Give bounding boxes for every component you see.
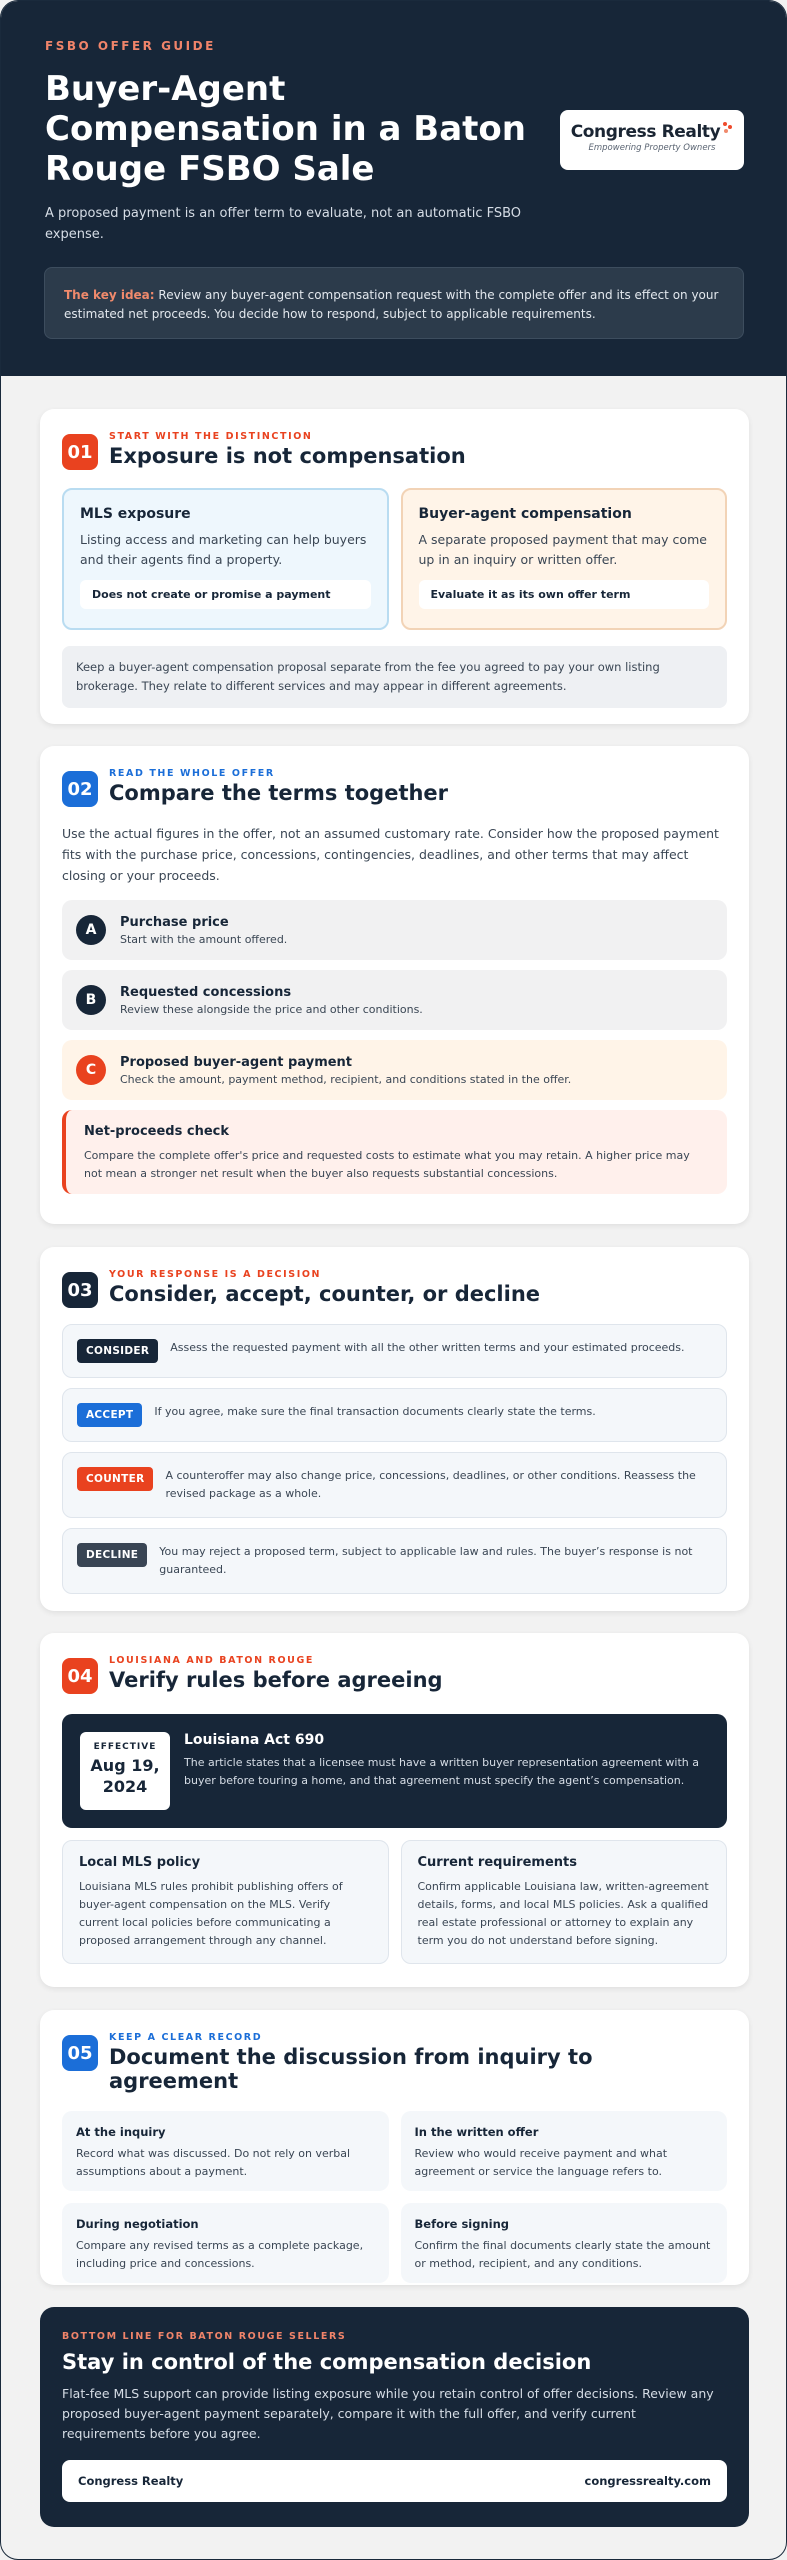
option-tag: CONSIDER	[77, 1339, 158, 1363]
louisiana-act-panel	[62, 1714, 727, 1828]
hero-subtitle: A proposed payment is an offer term to evaluate, not an automatic FSBO expense.	[45, 206, 522, 242]
logo-name	[560, 122, 744, 142]
step-text: Confirm the final documents clearly state the amount or method, recipient, and any conditions.	[414, 2239, 711, 2270]
section-number: 04	[62, 1658, 98, 1694]
local-mls-policy-text: Louisiana MLS rules prohibit publishing offers of buyer-agent compensation on the MLS. Verify current local policies before communicating a proposed arrangement through any channel.	[79, 1880, 343, 1947]
rules-boxes	[62, 1840, 727, 1964]
term-title: Purchase price	[120, 914, 229, 930]
section-kicker: LOUISIANA AND BATON ROUGE	[109, 1655, 314, 1666]
current-requirements-text: Confirm applicable Louisiana law, written-agreement details, forms, and local MLS policies. Ask a qualified real estate professional or attorney to explain any term you do not understand before signing.	[417, 1880, 709, 1947]
section-kicker: YOUR RESPONSE IS A DECISION	[109, 1269, 322, 1280]
buyer-agent-comp-box	[401, 488, 728, 630]
key-idea-box	[44, 267, 744, 339]
term-title: Proposed buyer-agent payment	[120, 1054, 353, 1070]
section-title: Document the discussion from inquiry to agreement	[109, 2045, 593, 2093]
logo-wordmark: Congress Realty	[570, 122, 721, 142]
section-compare-terms	[40, 746, 749, 1224]
buyer-agent-comp-text: A separate proposed payment that may come up in an inquiry or written offer.	[418, 532, 707, 567]
section-number: 03	[62, 1272, 98, 1308]
term-text: Review these alongside the price and other conditions.	[120, 1002, 423, 1016]
term-letter-badge: B	[76, 985, 106, 1015]
footer-website-link[interactable]: congressrealty.com	[584, 2474, 711, 2488]
buyer-agent-comp-pill: Evaluate it as its own offer term	[419, 580, 710, 609]
step-title: At the inquiry	[76, 2125, 166, 2139]
term-text: Check the amount, payment method, recipient, and conditions stated in the offer.	[120, 1072, 572, 1086]
option-counter	[62, 1452, 727, 1518]
act-title: Louisiana Act 690	[184, 1732, 325, 1748]
buyer-agent-comp-title: Buyer-agent compensation	[418, 506, 632, 522]
page-title: Buyer-Agent Compensation in a Baton Rouge FSBO Sale	[45, 69, 526, 189]
mls-exposure-pill: Does not create or promise a payment	[80, 580, 371, 609]
local-mls-policy-box	[62, 1840, 389, 1964]
option-text: Assess the requested payment with all the other written terms and your estimated proceeds.	[170, 1341, 685, 1354]
effective-label: EFFECTIVE	[93, 1742, 157, 1752]
term-title: Requested concessions	[120, 984, 292, 1000]
section-number: 01	[62, 434, 98, 470]
net-proceeds-title: Net-proceeds check	[84, 1124, 229, 1139]
section-kicker: KEEP A CLEAR RECORD	[109, 2032, 263, 2043]
bottom-title: Stay in control of the compensation decision	[62, 2350, 592, 2374]
term-letter-badge: A	[76, 915, 106, 945]
local-mls-policy-title: Local MLS policy	[79, 1855, 201, 1870]
term-row-buyer-agent-payment	[62, 1040, 727, 1100]
current-requirements-box	[401, 1840, 728, 1964]
section-title: Verify rules before agreeing	[109, 1668, 443, 1692]
step-text: Compare any revised terms as a complete package, including price and concessions.	[76, 2239, 364, 2270]
current-requirements-title: Current requirements	[417, 1855, 577, 1870]
net-proceeds-text: Compare the complete offer's price and requested costs to estimate what you may retain. A higher price may not mean a stronger net result when the buyer also requests substantial concessions.	[84, 1149, 690, 1180]
footer-bar	[62, 2460, 727, 2502]
section-kicker: START WITH THE DISTINCTION	[109, 431, 313, 442]
section-header	[62, 768, 727, 807]
section-header	[62, 1269, 727, 1308]
logo-tagline: Empowering Property Owners	[588, 143, 716, 153]
key-idea-label: The key idea:	[64, 288, 155, 302]
step-title: Before signing	[414, 2217, 510, 2231]
act-text: The article states that a licensee must have a written buyer representation agreement with a buyer before touring a home, and that agreement must specify the agent’s compensation.	[184, 1756, 699, 1787]
mls-exposure-box	[62, 488, 389, 630]
section-document-discussion	[40, 2010, 749, 2285]
section-number: 05	[62, 2035, 98, 2071]
section-number: 02	[62, 771, 98, 807]
footer-brand: Congress Realty	[78, 2474, 184, 2488]
section-header	[62, 1655, 727, 1694]
effective-date: Aug 19, 2024	[90, 1756, 160, 1796]
section-verify-rules	[40, 1633, 749, 1987]
section-title: Consider, accept, counter, or decline	[109, 1282, 541, 1306]
section-exposure	[40, 409, 749, 724]
term-text: Start with the amount offered.	[120, 932, 288, 946]
separate-fee-note: Keep a buyer-agent compensation proposal separate from the fee you agreed to pay your own listing brokerage. They relate to different services and may appear in different agreements.	[62, 646, 727, 708]
option-accept	[62, 1388, 727, 1442]
step-text: Record what was discussed. Do not rely on verbal assumptions about a payment.	[76, 2147, 351, 2178]
section-intro: Use the actual figures in the offer, not an assumed customary rate. Consider how the proposed payment fits with the purchase price, concessions, contingencies, deadlines, and other terms that may affect closing or your proceeds.	[62, 826, 719, 883]
section-title: Exposure is not compensation	[109, 444, 466, 468]
section-kicker: READ THE WHOLE OFFER	[109, 768, 275, 779]
hero-eyebrow: FSBO OFFER GUIDE	[45, 39, 216, 53]
section-response-options	[40, 1247, 749, 1611]
step-negotiation	[62, 2203, 389, 2283]
mls-exposure-text: Listing access and marketing can help buyers and their agents find a property.	[80, 532, 367, 567]
term-row-concessions	[62, 970, 727, 1030]
logo-dots-icon	[721, 122, 733, 136]
section-title: Compare the terms together	[109, 781, 449, 805]
option-decline	[62, 1528, 727, 1594]
option-tag: ACCEPT	[77, 1403, 142, 1427]
option-consider	[62, 1324, 727, 1378]
bottom-text: Flat-fee MLS support can provide listing exposure while you retain control of offer decisions. Review any proposed buyer-agent payment separately, compare it with the full offer, and verify current requirements before you agree.	[62, 2386, 714, 2441]
congress-realty-logo	[560, 110, 744, 170]
bottom-line-panel	[40, 2307, 749, 2527]
step-title: In the written offer	[414, 2125, 539, 2139]
effective-date-badge	[80, 1732, 170, 1810]
net-proceeds-check	[62, 1110, 727, 1194]
step-before-signing	[401, 2203, 728, 2283]
option-text: You may reject a proposed term, subject to applicable law and rules. The buyer’s response is not guaranteed.	[159, 1545, 693, 1576]
hero-banner	[1, 1, 786, 376]
option-tag: DECLINE	[77, 1543, 147, 1567]
step-title: During negotiation	[76, 2217, 199, 2231]
mls-exposure-title: MLS exposure	[80, 506, 191, 522]
option-tag: COUNTER	[77, 1467, 153, 1491]
record-steps-grid	[62, 2111, 727, 2283]
step-at-inquiry	[62, 2111, 389, 2191]
section-header	[62, 431, 727, 470]
option-text: If you agree, make sure the final transaction documents clearly state the terms.	[154, 1405, 596, 1418]
bottom-kicker: BOTTOM LINE FOR BATON ROUGE SELLERS	[62, 2331, 347, 2342]
step-written-offer	[401, 2111, 728, 2191]
term-row-purchase-price	[62, 900, 727, 960]
step-text: Review who would receive payment and what agreement or service the language refers to.	[414, 2147, 668, 2178]
option-text: A counteroffer may also change price, concessions, deadlines, or other conditions. Reassess the revised package as a whole.	[165, 1469, 696, 1500]
key-idea-text: Review any buyer-agent compensation request with the complete offer and its effect on your estimated net proceeds. You decide how to respond, subject to applicable requirements.	[64, 288, 719, 321]
term-letter-badge: C	[76, 1055, 106, 1085]
comparison-boxes	[62, 488, 727, 630]
section-header	[62, 2032, 727, 2093]
